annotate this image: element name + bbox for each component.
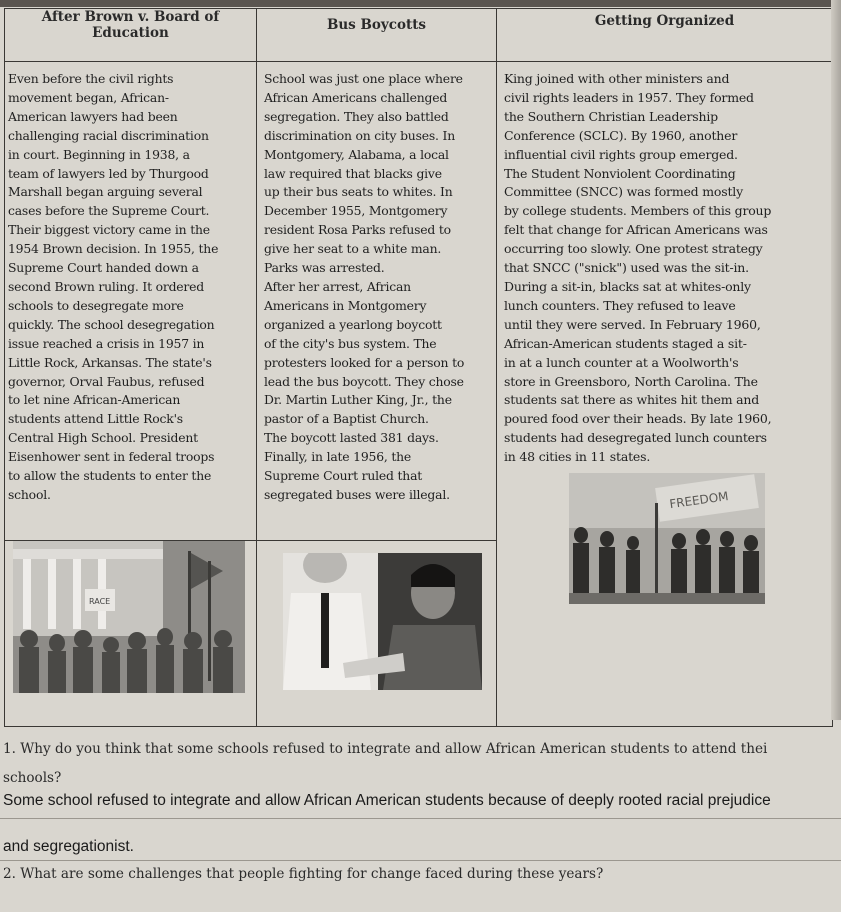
text-line: organized a yearlong boycott: [264, 316, 442, 332]
text-line: of the city's bus system. The: [264, 335, 437, 351]
text-line: Supreme Court ruled that: [264, 468, 423, 484]
text-line: cases before the Supreme Court.: [8, 203, 210, 219]
bus-text-cell: [257, 62, 497, 541]
text-line: to allow the students to enter the: [8, 468, 212, 484]
brown-text-cell: [5, 62, 257, 541]
text-line: Marshall began arguing several: [8, 184, 203, 200]
question-1-line-2: schools?: [3, 770, 62, 786]
bus-paragraph: [257, 62, 496, 540]
bus-photo-cell: [257, 541, 497, 727]
text-line: Eisenhower sent in federal troops: [8, 449, 215, 465]
brown-photo-cell: [5, 541, 257, 727]
rosa-parks-photo: [283, 553, 482, 690]
brown-paragraph: [5, 62, 256, 540]
text-line: The Student Nonviolent Coordinating: [504, 165, 736, 181]
question-2: 2. What are some challenges that people fighting for change faced during these years?: [3, 866, 604, 882]
text-line: Montgomery, Alabama, a local: [264, 146, 449, 162]
text-line: civil rights leaders in 1957. They formed: [504, 89, 754, 105]
text-line: School was just one place where: [264, 71, 463, 86]
little-rock-protest-photo: [13, 541, 245, 693]
text-line: Parks was arrested.: [264, 260, 385, 276]
text-line: team of lawyers led by Thurgood: [8, 165, 209, 181]
question-1-line-1: 1. Why do you think that some schools refused to integrate and allow African American students to attend thei: [3, 741, 768, 757]
text-line: Committee (SNCC) was formed mostly: [504, 184, 743, 200]
organized-text-cell: [497, 62, 833, 727]
text-line: influential civil rights group emerged.: [504, 146, 738, 162]
answer-1-line-2[interactable]: and segregationist.: [3, 838, 134, 855]
text-line: 1954 Brown decision. In 1955, the: [8, 241, 219, 257]
text-line: Central High School. President: [8, 430, 198, 446]
text-line: Americans in Montgomery: [264, 297, 427, 313]
answer-line-1: [0, 818, 841, 819]
text-line: The boycott lasted 381 days.: [264, 430, 439, 446]
text-line: to let nine African-American: [8, 392, 181, 408]
text-line: During a sit-in, blacks sat at whites-only: [504, 278, 751, 294]
text-line: quickly. The school desegregation: [8, 316, 215, 332]
text-line: challenging racial discrimination: [8, 127, 209, 143]
text-line: the Southern Christian Leadership: [504, 108, 718, 124]
text-line: resident Rosa Parks refused to: [264, 222, 451, 238]
text-line: American lawyers had been: [8, 108, 178, 124]
text-line: students had desegregated lunch counters: [504, 430, 767, 446]
text-line: give her seat to a white man.: [264, 241, 442, 257]
protest-sign-text: RACE: [89, 597, 111, 606]
text-line: felt that change for African Americans was: [504, 222, 768, 238]
text-line: protesters looked for a person to: [264, 354, 465, 370]
text-line: that SNCC ("snick") used was the sit-in.: [504, 260, 749, 276]
history-table: [4, 8, 833, 727]
text-line: Even before the civil rights: [8, 71, 174, 86]
text-line: occurring too slowly. One protest strategy: [504, 241, 763, 257]
text-line: schools to desegregate more: [8, 297, 184, 313]
text-line: in court. Beginning in 1938, a: [8, 146, 190, 162]
text-line: discrimination on city buses. In: [264, 127, 455, 143]
text-line: African-American students staged a sit-: [504, 335, 747, 351]
text-line: students sat there as whites hit them and: [504, 392, 760, 408]
top-edge: [0, 0, 841, 7]
answer-line-2: [0, 860, 841, 861]
text-line: in 48 cities in 11 states.: [504, 449, 651, 465]
text-line: Little Rock, Arkansas. The state's: [8, 354, 212, 370]
text-line: Finally, in late 1956, the: [264, 449, 412, 465]
text-line: until they were served. In February 1960,: [504, 316, 761, 332]
col-header-bus-boycotts: Bus Boycotts: [257, 9, 497, 62]
text-line: governor, Orval Faubus, refused: [8, 373, 205, 389]
text-line: students attend Little Rock's: [8, 411, 183, 427]
page-edge-shadow: [831, 0, 841, 720]
text-line: Their biggest victory came in the: [8, 222, 210, 238]
col-header-getting-organized: Getting Organized: [497, 9, 833, 62]
text-line: King joined with other ministers and: [504, 71, 730, 86]
text-line: second Brown ruling. It ordered: [8, 278, 205, 294]
text-line: by college students. Members of this group: [504, 203, 772, 219]
text-line: in at a lunch counter at a Woolworth's: [504, 354, 739, 370]
text-line: Supreme Court handed down a: [8, 260, 199, 276]
sit-in-protest-photo: [569, 473, 765, 604]
answer-1-line-1[interactable]: Some school refused to integrate and allow African American students because of deeply rooted racial prejudice: [3, 792, 771, 809]
text-line: lunch counters. They refused to leave: [504, 297, 736, 313]
text-line: school.: [8, 486, 51, 502]
text-line: December 1955, Montgomery: [264, 203, 448, 219]
text-line: segregated buses were illegal.: [264, 486, 450, 502]
text-line: Conference (SCLC). By 1960, another: [504, 127, 738, 143]
text-line: lead the bus boycott. They chose: [264, 373, 464, 389]
text-line: After her arrest, African: [264, 278, 411, 294]
organized-paragraph: [497, 62, 832, 467]
text-line: segregation. They also battled: [264, 108, 449, 124]
text-line: pastor of a Baptist Church.: [264, 411, 429, 427]
col-header-brown: After Brown v. Board of Education: [5, 9, 257, 62]
text-line: African Americans challenged: [264, 89, 448, 105]
text-line: movement began, African-: [8, 89, 169, 105]
text-line: up their bus seats to whites. In: [264, 184, 453, 200]
text-line: law required that blacks give: [264, 165, 442, 181]
banner-text: FREEDOM: [668, 489, 730, 512]
text-line: Dr. Martin Luther King, Jr., the: [264, 392, 452, 408]
text-line: poured food over their heads. By late 1960,: [504, 411, 772, 427]
text-line: issue reached a crisis in 1957 in: [8, 335, 205, 351]
text-line: store in Greensboro, North Carolina. The: [504, 373, 758, 389]
